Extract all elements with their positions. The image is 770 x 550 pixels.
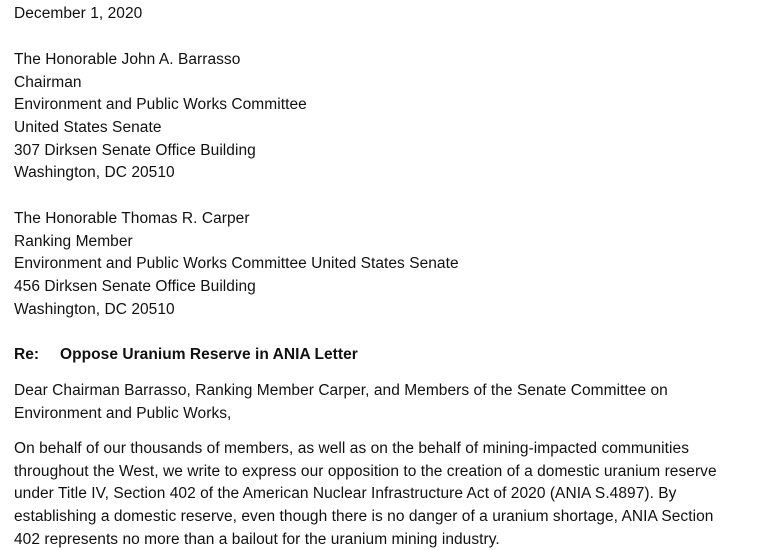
body-line: On behalf of our thousands of members, as well as on the behalf of mining-impacted communities [14,440,689,457]
re-subject: Oppose Uranium Reserve in ANIA Letter [60,346,358,363]
salutation-line: Dear Chairman Barrasso, Ranking Member Carper, and Members of the Senate Committee on [14,382,668,399]
recipient1-title: Chairman [14,74,82,91]
recipient1-office: 307 Dirksen Senate Office Building [14,142,256,159]
body-line: throughout the West, we write to express our opposition to the creation of a domestic uranium reserve [14,463,717,480]
recipient2-office: 456 Dirksen Senate Office Building [14,278,256,295]
salutation-line: Environment and Public Works, [14,405,232,422]
recipient2-committee: Environment and Public Works Committee United States Senate [14,255,459,272]
recipient1-committee: Environment and Public Works Committee [14,96,307,113]
recipient2-title: Ranking Member [14,233,133,250]
body-line: establishing a domestic reserve, even though there is no danger of a uranium shortage, ANIA Section [14,508,714,525]
letter-date: December 1, 2020 [14,5,143,22]
re-label: Re: [14,346,40,363]
body-line: under Title IV, Section 402 of the American Nuclear Infrastructure Act of 2020 (ANIA S.4897). By [14,485,677,502]
recipient2-name: The Honorable Thomas R. Carper [14,210,250,227]
recipient1-name: The Honorable John A. Barrasso [14,51,241,68]
recipient1-city: Washington, DC 20510 [14,164,175,181]
recipient2-city: Washington, DC 20510 [14,301,175,318]
recipient1-body: United States Senate [14,119,162,136]
body-line: 402 represents no more than a bailout for the uranium mining industry. [14,531,500,548]
